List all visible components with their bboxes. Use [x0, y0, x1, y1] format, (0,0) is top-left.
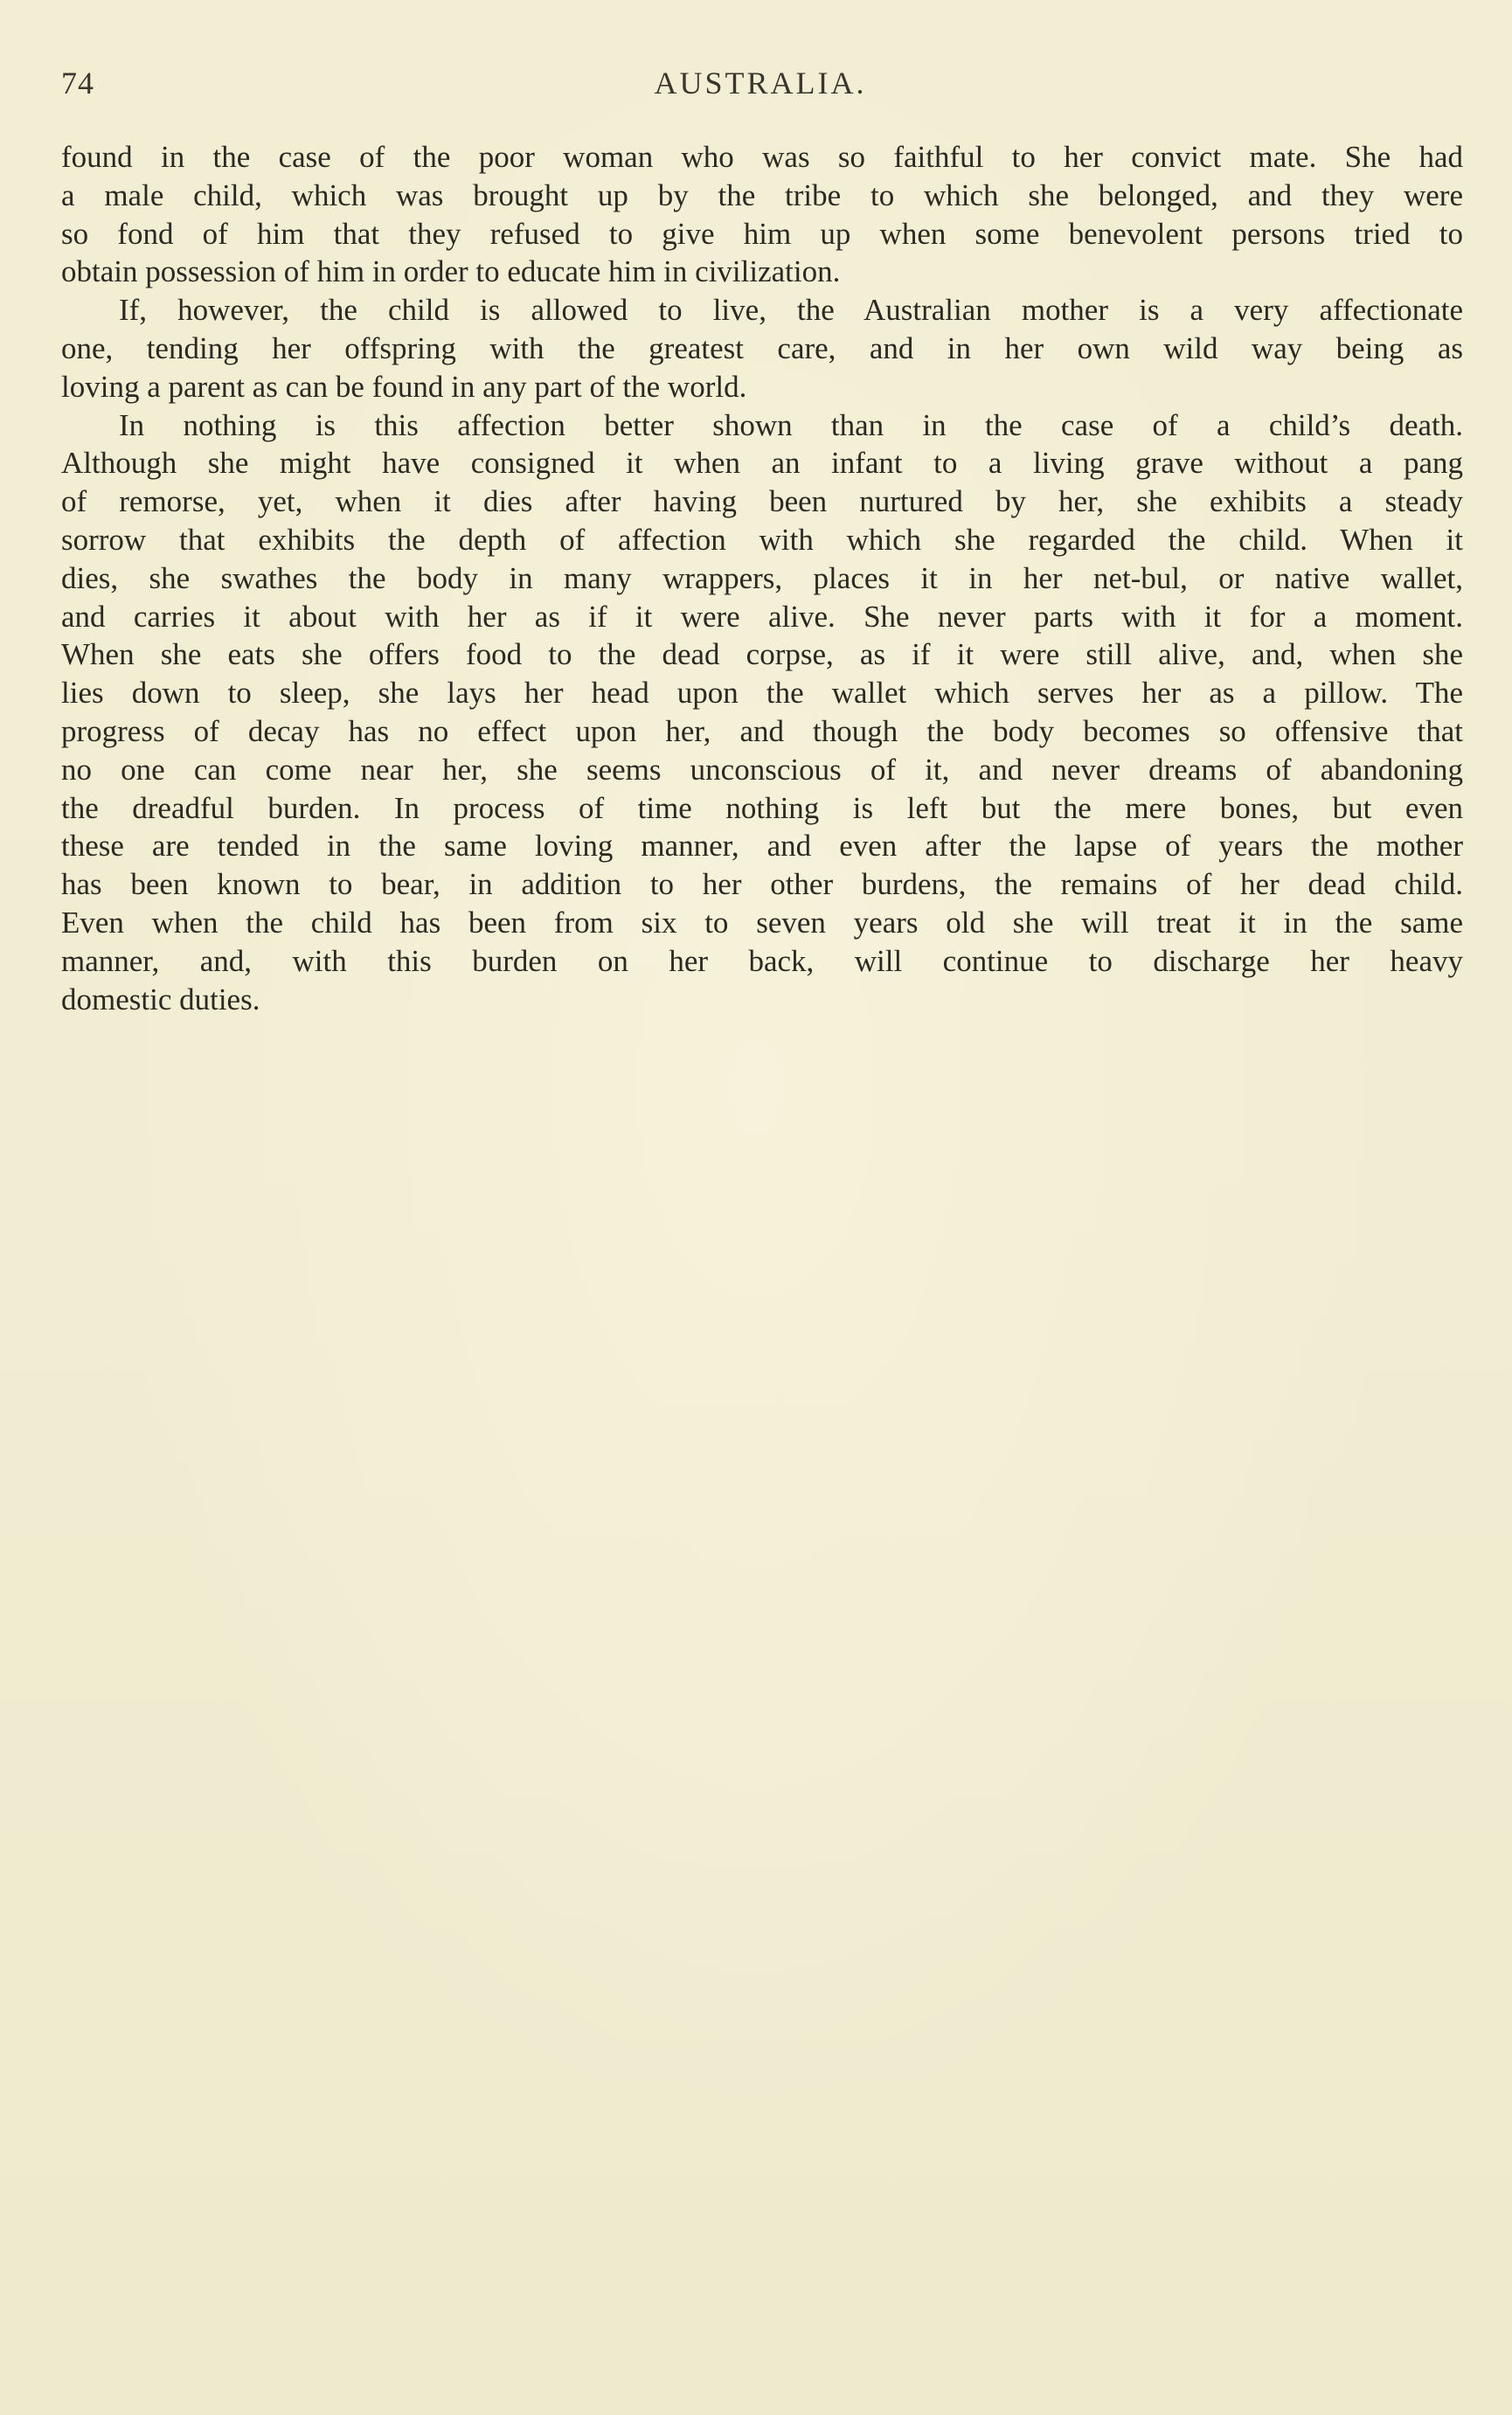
text-line: these are tended in the same loving manner, and even after the lapse of years the mother: [61, 829, 1463, 864]
text-line: no one can come near her, she seems unconscious of it, and never dreams of abandoning: [61, 752, 1463, 787]
text-line: When she eats she offers food to the dead corpse, as if it were still alive, and, when she: [61, 637, 1463, 672]
text-line: obtain possession of him in order to educate him in civilization.: [61, 254, 841, 289]
text-line: and carries it about with her as if it were alive. She never parts with it for a moment.: [61, 599, 1463, 634]
text-line: loving a parent as can be found in any part of the world.: [61, 369, 747, 404]
text-line: If, however, the child is allowed to live, the Australian mother is a very affectionate: [119, 293, 1463, 328]
text-line: found in the case of the poor woman who was so faithful to her convict mate. She had: [61, 140, 1463, 174]
text-line: a male child, which was brought up by the tribe to which she belonged, and they were: [61, 177, 1463, 212]
text-line: Even when the child has been from six to seven years old she will treat it in the same: [61, 905, 1463, 940]
text-line: so fond of him that they refused to give him up when some benevolent persons tried to: [61, 216, 1463, 251]
text-line: progress of decay has no effect upon her, and though the body becomes so offensive that: [61, 713, 1463, 748]
text-line: sorrow that exhibits the depth of affection with which she regarded the child. When it: [61, 522, 1463, 557]
page-number: 74: [61, 66, 94, 101]
text-line: the dreadful burden. In process of time nothing is left but the mere bones, but even: [61, 790, 1463, 825]
running-title: AUSTRALIA.: [654, 66, 867, 101]
text-line: Although she might have consigned it when an infant to a living grave without a pang: [61, 446, 1463, 481]
text-line: one, tending her offspring with the greatest care, and in her own wild way being as: [61, 330, 1463, 365]
text-line: has been known to bear, in addition to her other burdens, the remains of her dead child.: [61, 867, 1463, 902]
text-line: lies down to sleep, she lays her head upon the wallet which serves her as a pillow. The: [61, 676, 1463, 711]
text-line: domestic duties.: [61, 982, 260, 1017]
running-head: [61, 65, 1460, 108]
text-line: dies, she swathes the body in many wrappers, places it in her net-bul, or native wallet,: [61, 560, 1463, 595]
body-text: [61, 138, 1463, 1018]
text-line: In nothing is this affection better shown than in the case of a child’s death.: [119, 407, 1463, 442]
text-line: of remorse, yet, when it dies after having been nurtured by her, she exhibits a steady: [61, 484, 1463, 519]
text-line: manner, and, with this burden on her back, will continue to discharge her heavy: [61, 943, 1463, 978]
